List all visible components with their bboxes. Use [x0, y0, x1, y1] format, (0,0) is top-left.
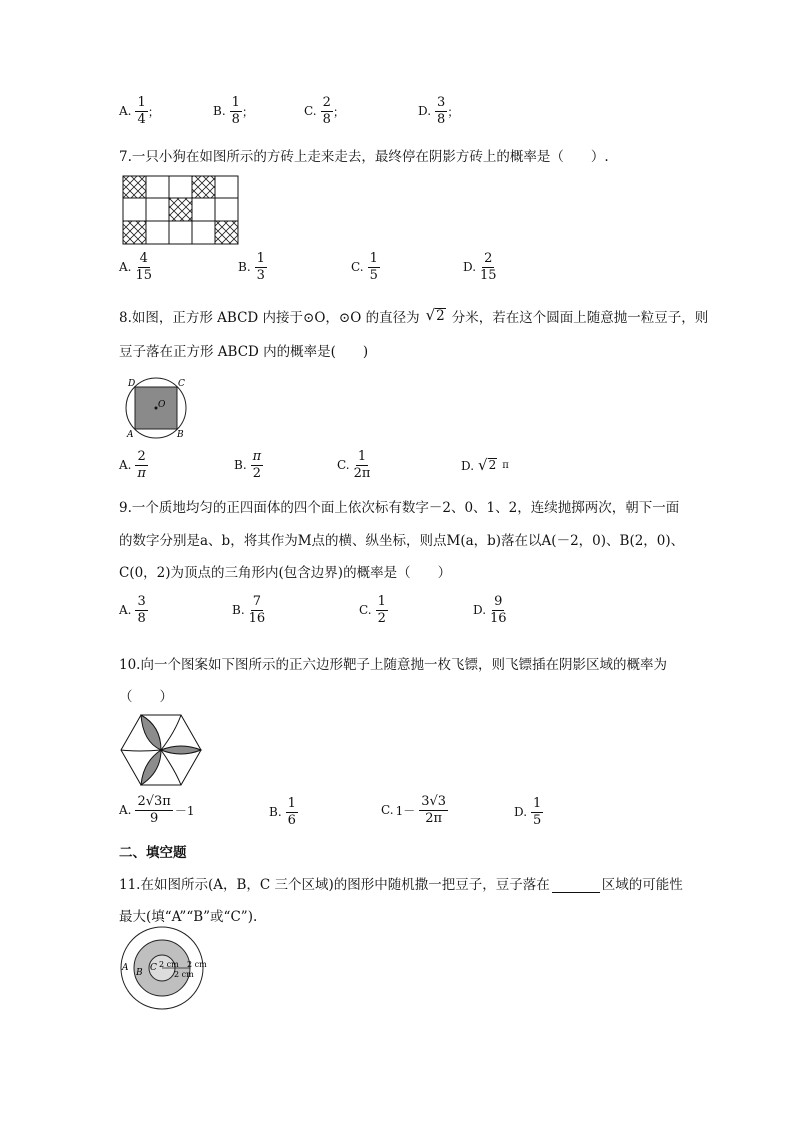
option-label: D.	[461, 458, 475, 473]
q11-concentric-circles-figure	[118, 925, 210, 1011]
option-label: D.	[473, 603, 487, 618]
denominator: 8	[437, 111, 446, 127]
q6-option-d[interactable]	[418, 96, 459, 126]
shaded-tile	[123, 221, 146, 244]
option-tail: ；	[332, 104, 345, 119]
option-label: C.	[337, 458, 350, 473]
q8-inscribed-square-figure	[120, 374, 192, 444]
q7-option-b[interactable]	[238, 252, 267, 282]
numerator: 2	[322, 95, 331, 110]
fraction	[135, 252, 152, 282]
option-tail: －1	[174, 803, 195, 818]
numerator: 3	[137, 594, 146, 609]
q9-text-line1: 9.一个质地均匀的正四面体的四个面上依次标有数字－2、0、1、2，连续抛掷两次，朝下一面	[119, 500, 680, 516]
denominator: 2	[377, 610, 386, 626]
q8-text-b: 分米，若在这个圆面上随意抛一粒豆子，则	[451, 310, 709, 326]
q7-option-d[interactable]	[463, 252, 497, 282]
fraction	[490, 595, 507, 625]
q8-text	[119, 306, 708, 326]
fraction	[249, 595, 266, 625]
fraction	[135, 96, 147, 126]
option-label: A.	[119, 603, 132, 618]
option-label: A.	[119, 260, 132, 275]
sqrt-expression: √ 2	[425, 306, 445, 325]
denominator: 2π	[425, 810, 443, 826]
q11-text	[119, 873, 683, 893]
q10-hexagon-target-figure	[119, 712, 205, 788]
q10-text-line2: （ ）	[119, 689, 173, 705]
denominator: 2π	[353, 465, 371, 481]
shaded-tile	[215, 221, 238, 244]
numerator: 1	[377, 594, 386, 609]
option-label: B.	[269, 805, 282, 820]
q7-option-c[interactable]	[351, 252, 380, 282]
q10-option-c[interactable]	[381, 795, 448, 825]
numerator: 4	[139, 251, 148, 266]
option-prefix: 1－	[395, 803, 416, 818]
numerator: 1	[369, 251, 378, 266]
fraction	[321, 96, 333, 126]
option-label: C.	[381, 803, 394, 818]
option-label: A.	[119, 458, 132, 473]
q11-text-b: 区域的可能性	[601, 877, 683, 893]
sqrt-expression: √ 2	[478, 456, 497, 474]
option-label: D.	[463, 260, 477, 275]
label-c: C	[150, 963, 157, 973]
denominator: 16	[248, 610, 266, 626]
denominator: 3	[256, 267, 265, 283]
option-label: C.	[304, 104, 317, 119]
fraction	[286, 797, 298, 827]
option-label: A.	[119, 104, 132, 119]
q10-text-line1: 10.向一个图案如下图所示的正六边形靶子上随意抛一枚飞镖，则飞镖插在阴影区域的概率为	[119, 657, 667, 673]
option-label: B.	[213, 104, 226, 119]
numerator: 2	[484, 251, 493, 266]
option-label: A.	[119, 803, 132, 818]
option-tail: ；	[241, 104, 254, 119]
option-tail: ；	[147, 104, 160, 119]
denominator: 4	[137, 111, 146, 127]
fraction	[435, 96, 447, 126]
option-label: B.	[232, 603, 245, 618]
denominator: 6	[287, 812, 296, 828]
q10-option-b[interactable]	[269, 797, 298, 827]
denominator: 15	[480, 267, 497, 283]
numerator: π	[252, 449, 262, 464]
label-o: O	[158, 400, 166, 410]
denominator: 8	[137, 610, 146, 626]
option-label: B.	[238, 260, 251, 275]
label-b: B	[136, 968, 143, 978]
numerator: 1	[137, 95, 146, 110]
radius-label: 2 cm	[174, 970, 194, 979]
fraction	[135, 795, 172, 825]
numerator: 1	[287, 796, 296, 811]
numerator: 3√3	[421, 794, 447, 809]
section-heading: 二、填空题	[119, 845, 187, 861]
numerator: 3	[437, 95, 446, 110]
fraction	[135, 450, 147, 480]
q9-option-c[interactable]	[359, 595, 388, 625]
q9-option-d[interactable]	[473, 595, 507, 625]
fraction	[255, 252, 267, 282]
sqrt-arg: 2	[488, 458, 497, 472]
q9-option-a[interactable]	[119, 595, 148, 625]
radius-label: 2 cm	[159, 960, 179, 969]
q6-option-a[interactable]	[119, 96, 160, 126]
answer-blank[interactable]	[552, 880, 600, 893]
denominator: 8	[231, 111, 240, 127]
fraction	[480, 252, 497, 282]
fraction	[251, 450, 264, 480]
option-label: D.	[514, 805, 528, 820]
numerator: 2	[137, 449, 146, 464]
sqrt-arg: 2	[436, 308, 445, 325]
option-label: C.	[351, 260, 364, 275]
numerator: 7	[252, 594, 262, 609]
denominator: π	[137, 465, 146, 481]
denominator: 15	[135, 267, 153, 283]
fraction	[376, 595, 388, 625]
denominator: 8	[322, 111, 331, 127]
option-label: C.	[359, 603, 372, 618]
denominator: 5	[533, 812, 542, 828]
denominator: 16	[490, 610, 507, 626]
numerator: 1	[533, 796, 542, 811]
q7-tile-grid-figure	[122, 175, 240, 245]
numerator: 1	[256, 251, 265, 266]
q10-option-d[interactable]	[514, 797, 543, 827]
q8-text-line2: 豆子落在正方形 ABCD 内的概率是( )	[119, 344, 369, 360]
q8-option-b[interactable]	[234, 450, 263, 480]
numerator: 1	[357, 449, 367, 464]
shaded-tile	[192, 176, 215, 198]
label-a: A	[122, 963, 129, 973]
label-d: D	[128, 379, 136, 389]
label-c: C	[178, 379, 185, 389]
q7-option-a[interactable]	[119, 252, 152, 282]
fraction	[135, 595, 147, 625]
q6-option-b[interactable]	[213, 96, 254, 126]
fraction	[354, 450, 371, 480]
q9-option-b[interactable]	[232, 595, 265, 625]
label-b: B	[177, 430, 184, 440]
option-label: D.	[418, 104, 432, 119]
denominator: 2	[252, 465, 262, 481]
q11-text-a: 11.在如图所示(A，B，C 三个区域)的图形中随机撒一把豆子，豆子落在	[119, 877, 550, 893]
denominator: 9	[150, 810, 159, 826]
numerator: 9	[494, 594, 503, 609]
fraction	[368, 252, 380, 282]
denominator: 5	[369, 267, 378, 283]
q6-option-c[interactable]	[304, 96, 345, 126]
fraction	[230, 96, 242, 126]
q7-text: 7.一只小狗在如图所示的方砖上走来走去，最终停在阴影方砖上的概率是（ ）.	[119, 149, 609, 165]
q8-option-a[interactable]	[119, 450, 148, 480]
q8-option-d[interactable]	[461, 458, 509, 473]
shaded-tile	[123, 176, 146, 198]
q8-option-c[interactable]	[337, 450, 370, 480]
fraction	[531, 797, 543, 827]
fraction	[419, 795, 448, 825]
q9-text-line3: C(0，2)为顶点的三角形内(包含边界)的概率是（ ）	[119, 565, 452, 581]
q10-option-a[interactable]	[119, 795, 195, 825]
option-tail: ；	[447, 104, 460, 119]
option-tail: π	[502, 460, 509, 471]
q11-text-line2: 最大(填“A”“B”或“C”).	[119, 909, 258, 925]
shaded-tile	[169, 198, 192, 221]
q8-text-a: 8.如图，正方形 ABCD 内接于⊙O，⊙O 的直径为	[119, 310, 420, 326]
radius-label: 2 cm	[187, 960, 207, 969]
numerator: 1	[231, 95, 240, 110]
numerator: 2√3π	[137, 794, 171, 809]
q9-text-line2: 的数字分别是a、b，将其作为M点的横、纵坐标，则点M(a，b)落在以A(－2，0)、B(2，0)、	[119, 533, 685, 549]
label-a: A	[127, 430, 134, 440]
option-label: B.	[234, 458, 247, 473]
